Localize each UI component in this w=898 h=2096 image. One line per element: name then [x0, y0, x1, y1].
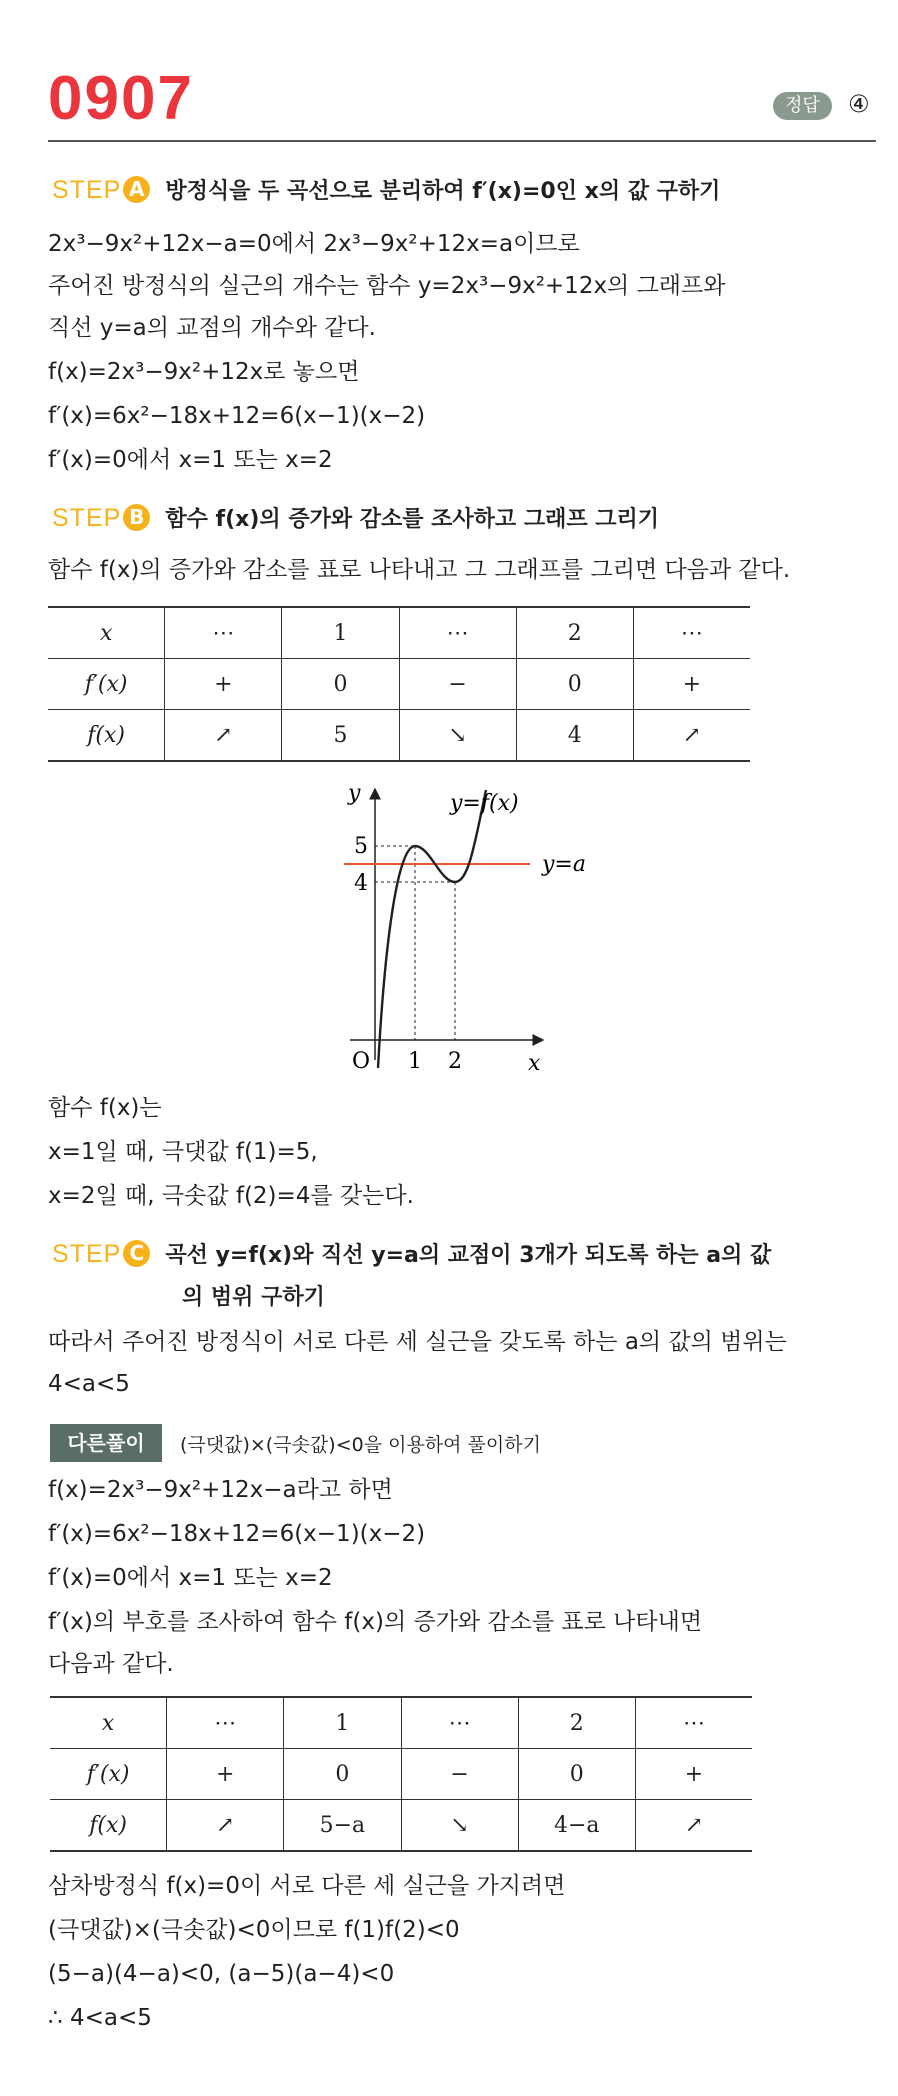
table-cell: 1: [282, 607, 399, 659]
line-label: y=a: [542, 852, 586, 877]
table-cell: f′(x): [86, 1761, 130, 1787]
step-a-line-1: 2x³−9x²+12x−a=0에서 2x³−9x²+12x=a이므로: [48, 231, 580, 257]
table-cell: 4: [516, 710, 633, 762]
step-a-heading: [52, 174, 720, 205]
x-tick-1: 1: [408, 1049, 422, 1074]
curve-y-equals-f-x: [378, 790, 486, 1068]
table-cell: ↗: [167, 1800, 284, 1852]
table-cell: −: [399, 659, 516, 710]
table-cell: ↘: [399, 710, 516, 762]
table-cell: 0: [518, 1749, 635, 1800]
alt-solution-badge: 다른풀이: [50, 1424, 162, 1462]
alt-line-3: f′(x)=0에서 x=1 또는 x=2: [48, 1565, 333, 1591]
table-row: [48, 710, 750, 762]
table-cell: 4−a: [518, 1800, 635, 1852]
alt-after-3: (5−a)(4−a)<0, (a−5)(a−4)<0: [48, 1961, 395, 1987]
table-row: [48, 659, 750, 710]
answer-badge: 정답: [773, 92, 832, 120]
table-cell: +: [635, 1749, 752, 1800]
alt-solution-title: (극댓값)×(극솟값)<0을 이용하여 풀이하기: [180, 1434, 541, 1456]
table-cell: ⋯: [635, 1697, 752, 1749]
step-c-heading: [52, 1238, 771, 1269]
answer-value: ④: [848, 90, 870, 118]
step-a-line-3: 직선 y=a의 교점의 개수와 같다.: [48, 315, 376, 341]
step-c-line-1: 따라서 주어진 방정식이 서로 다른 세 실근을 갖도록 하는 a의 값의 범위는: [48, 1329, 787, 1355]
table-cell: ⋯: [399, 607, 516, 659]
step-a-line-6: f′(x)=0에서 x=1 또는 x=2: [48, 447, 333, 473]
step-a-line-5: f′(x)=6x²−18x+12=6(x−1)(x−2): [48, 403, 426, 429]
table-cell: 1: [284, 1697, 401, 1749]
function-graph: [330, 778, 620, 1078]
step-c-title-line-2: 의 범위 구하기: [182, 1285, 325, 1310]
step-b-after-1: 함수 f(x)는: [48, 1095, 162, 1121]
table-cell: 5: [282, 710, 399, 762]
table-cell: ⋯: [165, 607, 282, 659]
step-c-title-line-1: 곡선 y=f(x)와 직선 y=a의 교점이 3개가 되도록 하는 a의 값: [165, 1243, 772, 1268]
table-cell: 0: [282, 659, 399, 710]
table-cell: ⋯: [633, 607, 750, 659]
table-cell: ↗: [633, 710, 750, 762]
table-cell: +: [633, 659, 750, 710]
alt-table: [50, 1696, 752, 1852]
table-cell: f(x): [89, 1812, 127, 1838]
curve-label: y=f(x): [450, 791, 519, 816]
step-c-label: STEP: [52, 1240, 122, 1268]
step-a-line-4: f(x)=2x³−9x²+12x로 놓으면: [48, 359, 360, 385]
y-tick-4: 4: [354, 871, 368, 896]
y-axis-label: y: [348, 781, 361, 806]
table-row: [50, 1697, 752, 1749]
problem-number: 0907: [48, 64, 194, 133]
step-c-letter: C: [123, 1240, 150, 1267]
table-cell: +: [167, 1749, 284, 1800]
step-a-label: STEP: [52, 176, 122, 204]
step-b-intro: 함수 f(x)의 증가와 감소를 표로 나타내고 그 그래프를 그리면 다음과 같다.: [48, 557, 791, 583]
alt-after-2: (극댓값)×(극솟값)<0이므로 f(1)f(2)<0: [48, 1917, 460, 1943]
alt-line-1: f(x)=2x³−9x²+12x−a라고 하면: [48, 1477, 393, 1503]
table-cell: 2: [516, 607, 633, 659]
step-b-table: [48, 606, 750, 762]
table-cell: +: [165, 659, 282, 710]
step-a-title: 방정식을 두 곡선으로 분리하여 f′(x)=0인 x의 값 구하기: [165, 179, 721, 204]
table-row: [48, 607, 750, 659]
table-cell: ⋯: [401, 1697, 518, 1749]
step-b-letter: B: [123, 504, 150, 531]
step-b-heading: [52, 502, 659, 533]
table-cell: x: [99, 620, 113, 646]
x-axis-label: x: [528, 1051, 541, 1076]
step-b-title: 함수 f(x)의 증가와 감소를 조사하고 그래프 그리기: [165, 507, 660, 532]
step-c-line-2: 4<a<5: [48, 1371, 130, 1397]
alt-line-5: 다음과 같다.: [48, 1651, 174, 1677]
step-a-letter: A: [123, 176, 150, 203]
step-b-label: STEP: [52, 504, 122, 532]
step-b-after-3: x=2일 때, 극솟값 f(2)=4를 갖는다.: [48, 1183, 414, 1209]
table-cell: ↗: [635, 1800, 752, 1852]
table-cell: 2: [518, 1697, 635, 1749]
table-cell: f(x): [87, 722, 125, 748]
alt-line-2: f′(x)=6x²−18x+12=6(x−1)(x−2): [48, 1521, 426, 1547]
table-cell: 0: [284, 1749, 401, 1800]
table-cell: −: [401, 1749, 518, 1800]
table-cell: 5−a: [284, 1800, 401, 1852]
table-cell: ↘: [401, 1800, 518, 1852]
alt-after-4: ∴ 4<a<5: [48, 2005, 152, 2031]
table-cell: ↗: [165, 710, 282, 762]
header-divider: [48, 140, 876, 142]
table-cell: f′(x): [84, 671, 128, 697]
table-cell: x: [101, 1710, 115, 1736]
table-cell: ⋯: [167, 1697, 284, 1749]
table-cell: 0: [516, 659, 633, 710]
step-a-line-2: 주어진 방정식의 실근의 개수는 함수 y=2x³−9x²+12x의 그래프와: [48, 273, 726, 299]
alt-line-4: f′(x)의 부호를 조사하여 함수 f(x)의 증가와 감소를 표로 나타내면: [48, 1609, 703, 1635]
table-row: [50, 1800, 752, 1852]
table-row: [50, 1749, 752, 1800]
x-tick-2: 2: [448, 1049, 462, 1074]
origin-label: O: [352, 1049, 371, 1074]
y-tick-5: 5: [354, 834, 368, 859]
alt-after-1: 삼차방정식 f(x)=0이 서로 다른 세 실근을 가지려면: [48, 1873, 566, 1899]
step-b-after-2: x=1일 때, 극댓값 f(1)=5,: [48, 1139, 318, 1165]
